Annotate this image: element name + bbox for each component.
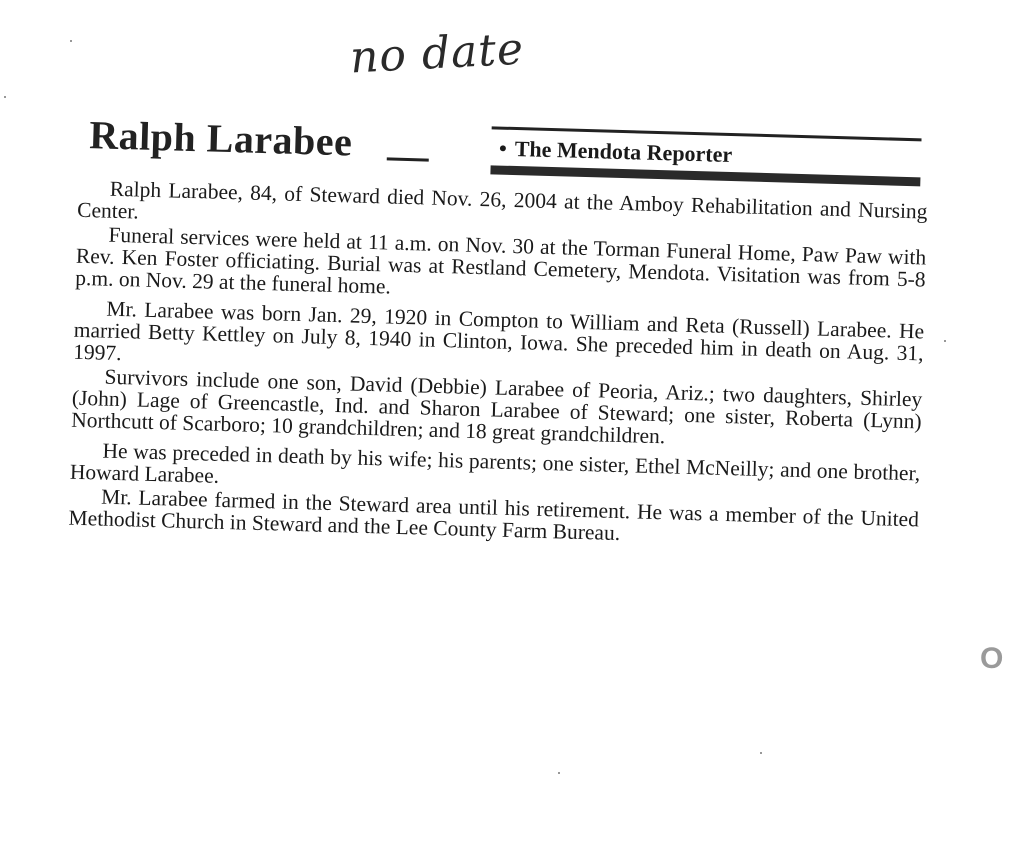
paragraph-career: Mr. Larabee farmed in the Steward area until his retirement. He was a member of the United Methodist Church in Steward and the Lee County Farm Bureau. — [68, 484, 920, 546]
speck — [558, 772, 560, 774]
paragraph-preceded: He was preceded in death by his wife; his parents; one sister, Ethel McNeilly; and one brother, Howard Larabee. — [69, 438, 921, 488]
speck — [760, 752, 762, 754]
obituary-headline: Ralph Larabee — [88, 112, 354, 165]
paragraph-biography: Mr. Larabee was born Jan. 29, 1920 in Compton to William and Reta (Russell) Larabee. He married Betty Kettley on July 8, 1940 in Clinton, Iowa. She preceded him in death on Aug. 31, 1997. — [72, 296, 925, 366]
edge-mark: O — [980, 642, 1004, 675]
publication-name: The Mendota Reporter — [514, 135, 733, 168]
paragraph-services: Funeral services were held at 11 a.m. on Nov. 30 at the Torman Funeral Home, Paw Paw with Rev. Ken Foster officiating. Burial was at Restland Cemetery, Mendota. Visitation was from 5-8 p.m. on Nov. 29 at the funeral home. — [74, 222, 927, 299]
handwritten-note: no date — [348, 23, 526, 84]
obituary-body — [38, 176, 937, 553]
paragraph-survivors: Survivors include one son, David (Debbie) Larabee of Peoria, Ariz.; two daughters, Shirley (John) Lage of Greencastle, Ind. and Sharon Larabee of Steward; one sister, Roberta (Lynn) Northcutt of Scarboro; 10 grandchildren; and 18 great grandchildren. — [71, 364, 923, 449]
headline-dash — [387, 157, 429, 161]
speck — [70, 40, 72, 42]
speck — [944, 340, 946, 342]
speck — [4, 96, 6, 98]
source-box — [490, 126, 921, 186]
paragraph-death: Ralph Larabee, 84, of Steward died Nov. 26, 2004 at the Amboy Rehabilitation and Nursing Center. — [76, 176, 928, 224]
source-bullet: • — [498, 135, 508, 161]
obituary-clipping — [38, 110, 939, 555]
